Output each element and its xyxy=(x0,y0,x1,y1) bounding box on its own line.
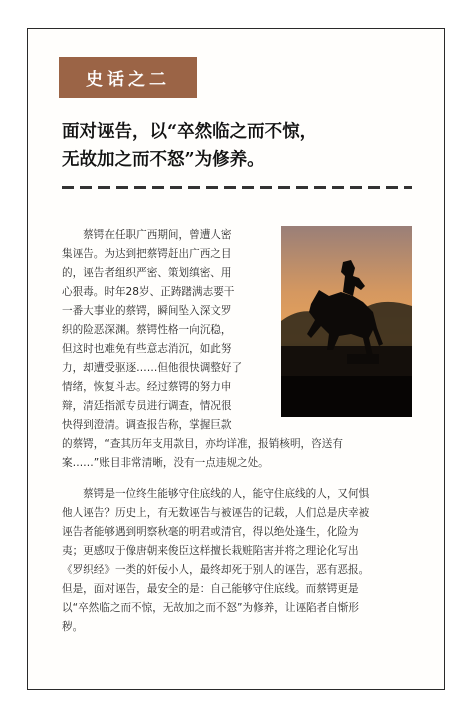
p1-line: 但这时也难免有些意志消沉，如此努 xyxy=(62,343,232,355)
p2-line: 夷；更感叹于像唐朝来俊臣这样擅长栽赃陷害并将之理论化写出 xyxy=(62,545,359,557)
p1-line: 快得到澄清。调查报告称，掌握巨款 xyxy=(62,419,232,431)
p1-line: 一番大事业的蔡锷，瞬间坠入深文罗 xyxy=(62,305,232,317)
p1-line: 心狠毒。时年28岁、正踌躇满志要干 xyxy=(62,286,235,298)
p1-line: 的，诬告者组织严密、策划缜密、用 xyxy=(62,267,232,279)
p2-line: 秽。 xyxy=(62,621,84,633)
p2-line: 他人诬告？历史上，有无数诬告与被诬告的记载，人们总是庆幸被 xyxy=(62,507,370,519)
p2-line: 《罗织经》一类的奸佞小人，最终却死于别人的诬告，恶有恶报。 xyxy=(62,564,370,576)
p2-line: 以“卒然临之而不惊，无故加之而不怒”为修养，让诬陷者自惭形 xyxy=(62,602,360,614)
p1-line: 蔡锷在任职广西期间，曾遭人密 xyxy=(62,229,232,241)
p1-line: 案……”账目非常清晰，没有一点违规之处。 xyxy=(62,457,269,469)
headline-line-1: 面对诬告，以“卒然临之而不惊， xyxy=(62,122,318,142)
headline xyxy=(62,118,422,174)
p2-line: 诬告者能够遇到明察秋毫的明君或清官，得以绝处逢生，化险为 xyxy=(62,526,359,538)
paragraph-1 xyxy=(62,226,343,473)
section-tag: 史话之二 xyxy=(59,57,197,98)
p2-line: 蔡锷是一位终生能够守住底线的人，能守住底线的人，又何惧 xyxy=(62,488,370,500)
p1-line: 的蔡锷，“查其历年支用款目，亦均详准，报销核明，咨送有 xyxy=(62,438,343,450)
p1-line: 力，却遭受驱逐……但他很快调整好了 xyxy=(62,362,243,374)
p2-line: 但是，面对诬告，最安全的是：自己能够守住底线。而蔡锷更是 xyxy=(62,583,359,595)
p1-line: 辩，清廷指派专员进行调查，情况很 xyxy=(62,400,232,412)
p1-line: 织的险恶深渊。蔡锷性格一向沉稳， xyxy=(62,324,232,336)
p1-line: 集诬告。为达到把蔡锷赶出广西之目 xyxy=(62,248,232,260)
dashed-divider xyxy=(62,186,412,189)
p1-line: 情绪，恢复斗志。经过蔡锷的努力申 xyxy=(62,381,232,393)
headline-line-2: 无故加之而不怒”为修养。 xyxy=(62,150,265,170)
paragraph-2 xyxy=(62,485,369,637)
